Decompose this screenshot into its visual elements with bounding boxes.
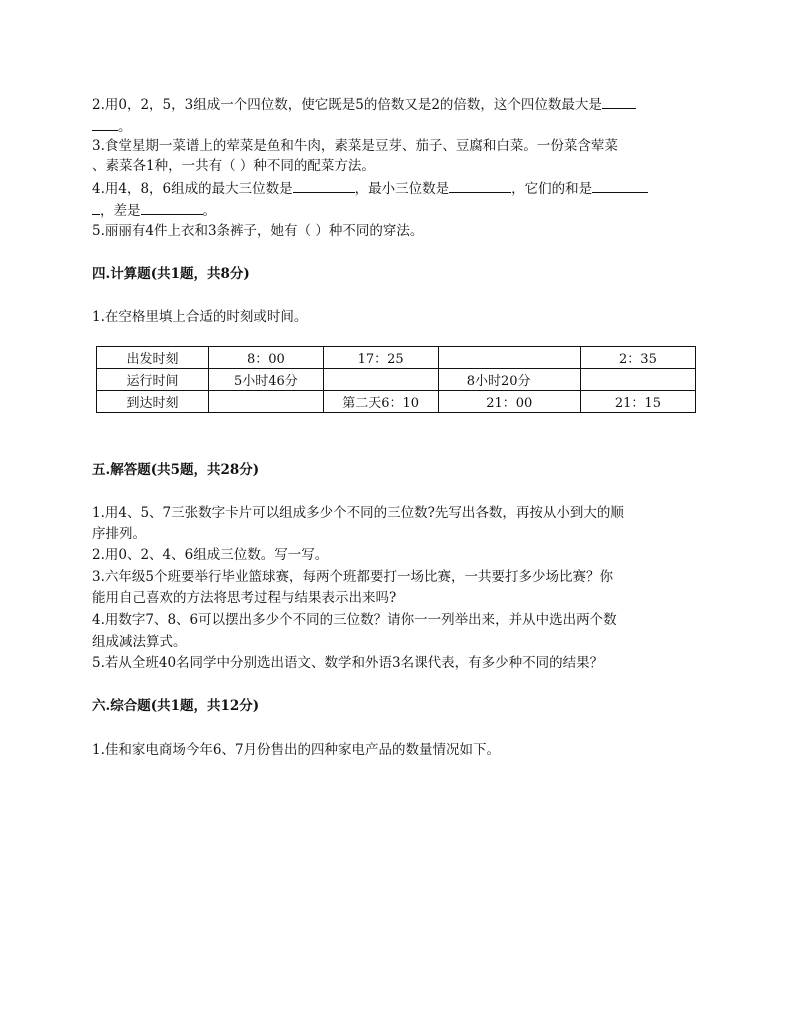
table-cell: 5小时46分: [209, 369, 324, 391]
question-5-3-cont: 能用自己喜欢的方法将思考过程与结果表示出来吗?: [92, 590, 397, 606]
answer-blank[interactable]: [602, 94, 636, 109]
question-text: 。: [118, 119, 132, 135]
table-cell-blank[interactable]: [209, 391, 324, 413]
answer-blank[interactable]: [449, 178, 511, 193]
table-row-label: 运行时间: [97, 369, 209, 391]
question-3-4: [92, 178, 648, 199]
question-5-5: 5.若从全班40名同学中分别选出语文、数学和外语3名课代表，有多少种不同的结果？: [92, 655, 604, 671]
table-cell: 第二天6：10: [323, 391, 438, 413]
table-row-label: 到达时刻: [97, 391, 209, 413]
question-text: 、素菜各1种，一共有（ ）种不同的配菜方法。: [92, 158, 375, 174]
table-cell: 21：00: [438, 391, 580, 413]
question-5-1-cont: 序排列。: [92, 526, 146, 542]
answer-blank[interactable]: [92, 116, 118, 131]
table-cell: 8小时20分: [438, 369, 580, 391]
table-row-label: 出发时刻: [97, 347, 209, 369]
answer-blank[interactable]: [293, 178, 355, 193]
question-5-2: 2.用0、2、4、6组成三位数。写一写。: [92, 547, 329, 563]
time-table: [96, 346, 696, 413]
table-row: [97, 347, 696, 369]
question-5-4-cont: 组成减法算式。: [92, 634, 187, 650]
section-5-heading: 五.解答题(共5题，共28分): [92, 462, 260, 478]
question-4-1: 1.在空格里填上合适的时刻或时间。: [92, 309, 308, 325]
section-6-heading: 六.综合题(共1题，共12分): [92, 698, 260, 714]
question-5-4: 4.用数字7、8、6可以摆出多少个不同的三位数？请你一一列举出来，并从中选出两个数: [92, 612, 617, 628]
question-text: ，它们的和是: [511, 181, 593, 197]
question-text: 。: [202, 203, 216, 219]
table-cell-blank[interactable]: [323, 369, 438, 391]
table-row: [97, 369, 696, 391]
question-3-2-cont: [92, 116, 132, 137]
table-cell: 17：25: [323, 347, 438, 369]
question-text: ，最小三位数是: [354, 181, 450, 197]
answer-blank[interactable]: [92, 200, 100, 215]
table-cell-blank[interactable]: [438, 347, 580, 369]
question-3-4-cont: [92, 200, 216, 221]
question-text: 4.用4，8，6组成的最大三位数是: [92, 181, 293, 197]
table-cell: 8：00: [209, 347, 324, 369]
table-cell: 21：15: [580, 391, 695, 413]
answer-blank[interactable]: [141, 200, 203, 215]
question-5-3: 3.六年级5个班要举行毕业篮球赛，每两个班都要打一场比赛，一共要打多少场比赛？你: [92, 569, 613, 585]
question-6-1: 1.佳和家电商场今年6、7月份售出的四种家电产品的数量情况如下。: [92, 742, 501, 758]
table-cell-blank[interactable]: [580, 369, 695, 391]
question-text: 3.食堂星期一菜谱上的荤菜是鱼和牛肉，素菜是豆芽、茄子、豆腐和白菜。一份菜含荤菜: [92, 138, 618, 154]
question-3-2: [92, 94, 636, 115]
question-text: 5.丽丽有4件上衣和3条裤子，她有（ ）种不同的穿法。: [92, 223, 424, 239]
table-cell: 2：35: [580, 347, 695, 369]
question-5-1: 1.用4、5、7三张数字卡片可以组成多少个不同的三位数?先写出各数，再按从小到大的顺: [92, 505, 624, 521]
question-text: ，差是: [100, 203, 141, 219]
question-3-3-cont: [92, 156, 375, 176]
question-3-3: [92, 136, 618, 156]
answer-blank[interactable]: [592, 178, 648, 193]
question-text: 2.用0，2，5，3组成一个四位数，使它既是5的倍数又是2的倍数，这个四位数最大是: [92, 97, 602, 113]
table-row: [97, 391, 696, 413]
section-4-heading: 四.计算题(共1题，共8分): [92, 266, 250, 282]
question-3-5: [92, 221, 423, 241]
